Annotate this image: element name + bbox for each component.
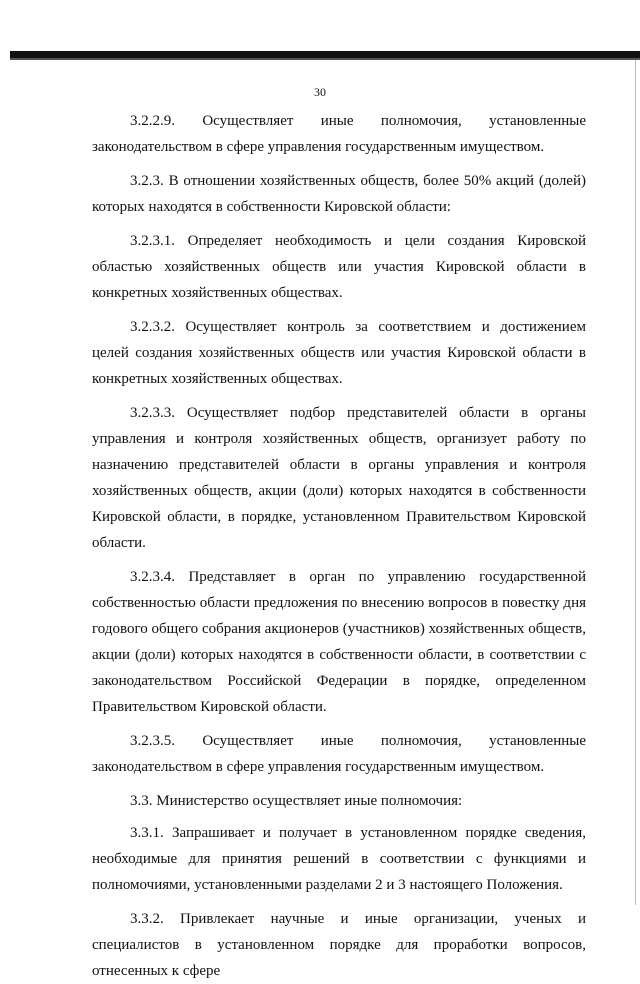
paragraph-3-2-3-1: 3.2.3.1. Определяет необходимость и цели создания Кировской областью хозяйственных обществ или участия Кировской области в конкретных хозяйственных обществах.: [92, 233, 586, 301]
paragraph-3-3-2: 3.3.2. Привлекает научные и иные организации, ученых и специалистов в установленном порядке для проработки вопросов, отнесенных к сфере: [92, 911, 586, 979]
page-right-edge: [635, 60, 636, 905]
paragraph-3-2-3-4: 3.2.3.4. Представляет в орган по управлению государственной собственностью области предложения по внесению вопросов в повестку дня годового общего собрания акционеров (участников) хозяйственных обществ, акции (доли) которых находятся в собственности области, в соответствии с законодательством Российской Федерации в порядке, определенном Правительством Кировской области.: [92, 569, 586, 715]
paragraph-3-2-3-3: 3.2.3.3. Осуществляет подбор представителей области в органы управления и контроля хозяйственных обществ, организует работу по назначению представителей области в органы управления и контроля хозяйственных обществ, акции (доли) которых находятся в собственности Кировской области, в порядке, установленном Правительством Кировской области.: [92, 405, 586, 551]
paragraph-3-3: 3.3. Министерство осуществляет иные полномочия:: [130, 793, 463, 809]
paragraph-3-2-3-2: 3.2.3.2. Осуществляет контроль за соответствием и достижением целей создания хозяйственных обществ или участия Кировской области в конкретных хозяйственных обществах.: [92, 319, 586, 387]
paragraph-3-2-2-9: 3.2.2.9. Осуществляет иные полномочия, установленные законодательством в сфере управления государственным имуществом.: [92, 113, 586, 155]
page-number: 30: [314, 85, 326, 99]
paragraph-3-2-3: 3.2.3. В отношении хозяйственных обществ, более 50% акций (долей) которых находятся в собственности Кировской области:: [92, 173, 586, 215]
paragraph-3-2-3-5: 3.2.3.5. Осуществляет иные полномочия, установленные законодательством в сфере управления государственным имуществом.: [92, 733, 586, 775]
page-top-border-shadow: [10, 58, 640, 60]
page-top-border: [10, 51, 640, 58]
paragraph-3-3-1: 3.3.1. Запрашивает и получает в установленном порядке сведения, необходимые для принятия решений в соответствии с функциями и полномочиями, установленными разделами 2 и 3 настоящего Положения.: [92, 825, 586, 893]
document-body: [92, 108, 586, 984]
